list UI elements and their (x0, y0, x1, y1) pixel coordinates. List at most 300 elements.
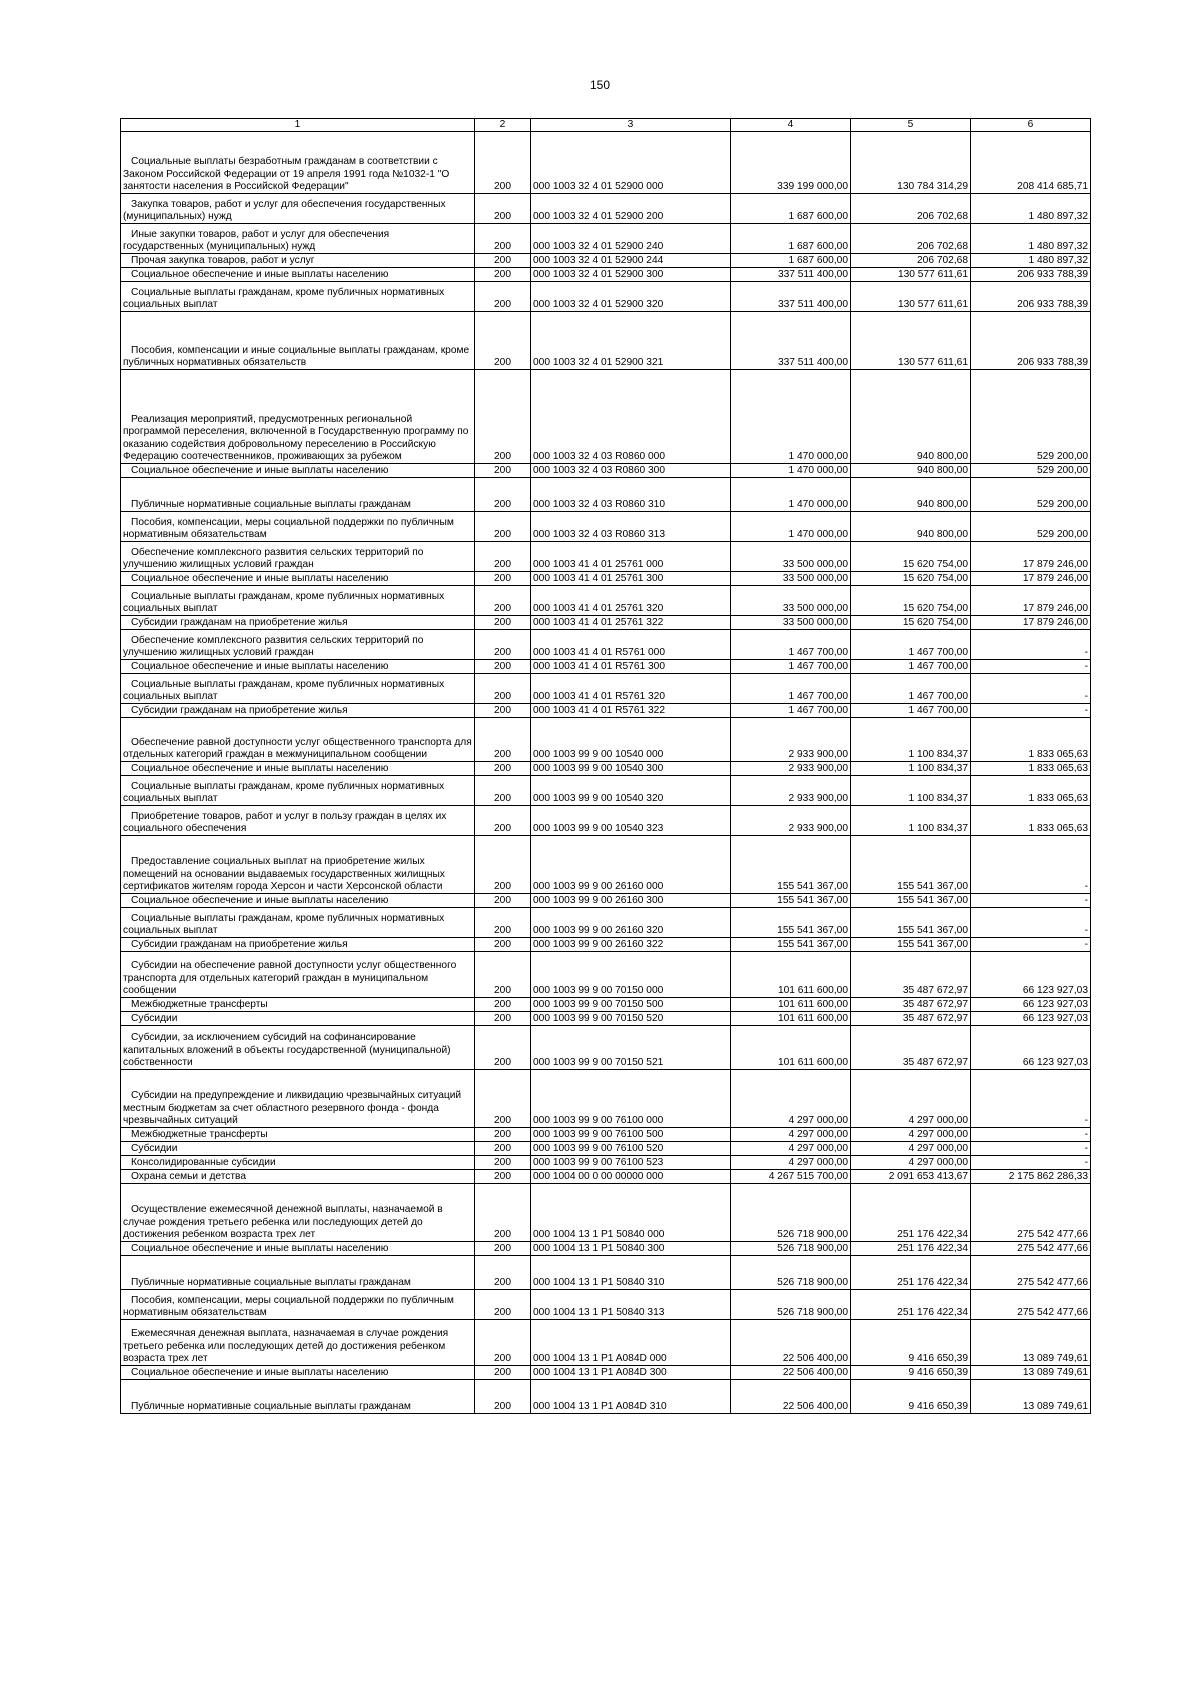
row-approved-amount-cell: 2 933 900,00 (731, 762, 851, 776)
row-admin-code-cell: 200 (475, 1366, 531, 1380)
table-row (121, 1142, 1091, 1156)
header-cell: 3 (531, 119, 731, 132)
row-budget-code-cell: 000 1003 99 9 00 70150 521 (531, 1026, 731, 1070)
row-name-cell: Публичные нормативные социальные выплаты гражданам (121, 1380, 475, 1414)
row-remaining-amount-cell: 13 089 749,61 (971, 1380, 1091, 1414)
table-row (121, 1290, 1091, 1320)
row-admin-code-cell: 200 (475, 776, 531, 806)
row-remaining-amount-cell: - (971, 1142, 1091, 1156)
row-budget-code-cell: 000 1003 41 4 01 25761 322 (531, 616, 731, 630)
table-row (121, 572, 1091, 586)
row-executed-amount-cell: 206 702,68 (851, 224, 971, 254)
row-budget-code-cell: 000 1003 41 4 01 25761 000 (531, 542, 731, 572)
row-budget-code-cell: 000 1004 00 0 00 00000 000 (531, 1170, 731, 1184)
row-approved-amount-cell: 4 297 000,00 (731, 1070, 851, 1128)
row-executed-amount-cell: 35 487 672,97 (851, 1012, 971, 1026)
row-name-cell: Субсидии гражданам на приобретение жилья (121, 938, 475, 952)
row-budget-code-cell: 000 1003 32 4 03 R0860 000 (531, 370, 731, 464)
row-budget-code-cell: 000 1003 99 9 00 76100 000 (531, 1070, 731, 1128)
row-name-cell: Субсидии гражданам на приобретение жилья (121, 704, 475, 718)
row-executed-amount-cell: 1 100 834,37 (851, 806, 971, 836)
row-budget-code-cell: 000 1003 32 4 01 52900 240 (531, 224, 731, 254)
row-name-cell: Социальные выплаты гражданам, кроме публичных нормативных социальных выплат (121, 908, 475, 938)
row-approved-amount-cell: 101 611 600,00 (731, 952, 851, 998)
row-admin-code-cell: 200 (475, 1184, 531, 1242)
table-row (121, 630, 1091, 660)
row-budget-code-cell: 000 1004 13 1 P1 A084D 300 (531, 1366, 731, 1380)
table-row (121, 660, 1091, 674)
row-name-cell: Межбюджетные трансферты (121, 1128, 475, 1142)
row-remaining-amount-cell: - (971, 630, 1091, 660)
row-approved-amount-cell: 526 718 900,00 (731, 1184, 851, 1242)
row-executed-amount-cell: 251 176 422,34 (851, 1242, 971, 1256)
row-remaining-amount-cell: 275 542 477,66 (971, 1256, 1091, 1290)
table-row (121, 1242, 1091, 1256)
row-approved-amount-cell: 155 541 367,00 (731, 894, 851, 908)
row-executed-amount-cell: 130 577 611,61 (851, 282, 971, 312)
row-approved-amount-cell: 526 718 900,00 (731, 1242, 851, 1256)
row-executed-amount-cell: 940 800,00 (851, 370, 971, 464)
row-budget-code-cell: 000 1003 32 4 03 R0860 300 (531, 464, 731, 478)
row-executed-amount-cell: 35 487 672,97 (851, 1026, 971, 1070)
row-remaining-amount-cell: - (971, 704, 1091, 718)
row-executed-amount-cell: 15 620 754,00 (851, 542, 971, 572)
table-row (121, 1156, 1091, 1170)
row-budget-code-cell: 000 1003 32 4 01 52900 244 (531, 254, 731, 268)
row-admin-code-cell: 200 (475, 1170, 531, 1184)
row-remaining-amount-cell: 66 123 927,03 (971, 1012, 1091, 1026)
table-row (121, 952, 1091, 998)
row-name-cell: Субсидии на предупреждение и ликвидацию чрезвычайных ситуаций местным бюджетам за счет областного резервного фонда - фонда чрезвычайных ситуаций (121, 1070, 475, 1128)
row-admin-code-cell: 200 (475, 542, 531, 572)
row-remaining-amount-cell: 1 833 065,63 (971, 718, 1091, 762)
row-admin-code-cell: 200 (475, 894, 531, 908)
row-executed-amount-cell: 206 702,68 (851, 254, 971, 268)
row-remaining-amount-cell: - (971, 938, 1091, 952)
row-approved-amount-cell: 4 297 000,00 (731, 1142, 851, 1156)
row-name-cell: Обеспечение равной доступности услуг общественного транспорта для отдельных категорий граждан в межмуниципальном сообщении (121, 718, 475, 762)
row-executed-amount-cell: 940 800,00 (851, 464, 971, 478)
row-executed-amount-cell: 1 100 834,37 (851, 718, 971, 762)
table-row (121, 132, 1091, 194)
row-approved-amount-cell: 1 470 000,00 (731, 512, 851, 542)
row-budget-code-cell: 000 1004 13 1 P1 A084D 000 (531, 1320, 731, 1366)
row-budget-code-cell: 000 1003 41 4 01 25761 300 (531, 572, 731, 586)
row-approved-amount-cell: 337 511 400,00 (731, 282, 851, 312)
row-budget-code-cell: 000 1003 99 9 00 76100 500 (531, 1128, 731, 1142)
row-remaining-amount-cell: 208 414 685,71 (971, 132, 1091, 194)
row-remaining-amount-cell: 66 123 927,03 (971, 1026, 1091, 1070)
row-remaining-amount-cell: 66 123 927,03 (971, 998, 1091, 1012)
row-approved-amount-cell: 1 470 000,00 (731, 370, 851, 464)
row-budget-code-cell: 000 1003 99 9 00 76100 520 (531, 1142, 731, 1156)
table-row (121, 894, 1091, 908)
row-approved-amount-cell: 22 506 400,00 (731, 1366, 851, 1380)
row-name-cell: Реализация мероприятий, предусмотренных региональной программой переселения, включенной в Государственную программу по оказанию содействия добровольному переселению в Российскую Федерацию соотечественников, проживающих за рубежом (121, 370, 475, 464)
row-admin-code-cell: 200 (475, 1070, 531, 1128)
row-approved-amount-cell: 1 467 700,00 (731, 630, 851, 660)
row-remaining-amount-cell: 529 200,00 (971, 370, 1091, 464)
row-executed-amount-cell: 2 091 653 413,67 (851, 1170, 971, 1184)
row-name-cell: Осуществление ежемесячной денежной выплаты, назначаемой в случае рождения третьего ребенка или последующих детей до достижения ребенком возраста трех лет (121, 1184, 475, 1242)
row-admin-code-cell: 200 (475, 762, 531, 776)
row-executed-amount-cell: 130 577 611,61 (851, 268, 971, 282)
row-approved-amount-cell: 337 511 400,00 (731, 312, 851, 370)
row-admin-code-cell: 200 (475, 630, 531, 660)
row-remaining-amount-cell: - (971, 836, 1091, 894)
row-approved-amount-cell: 1 467 700,00 (731, 674, 851, 704)
row-admin-code-cell: 200 (475, 1128, 531, 1142)
table-row (121, 776, 1091, 806)
row-executed-amount-cell: 130 577 611,61 (851, 312, 971, 370)
row-admin-code-cell: 200 (475, 1256, 531, 1290)
row-admin-code-cell: 200 (475, 254, 531, 268)
table-row (121, 908, 1091, 938)
row-remaining-amount-cell: - (971, 894, 1091, 908)
header-cell: 5 (851, 119, 971, 132)
row-executed-amount-cell: 4 297 000,00 (851, 1142, 971, 1156)
row-executed-amount-cell: 155 541 367,00 (851, 908, 971, 938)
row-executed-amount-cell: 4 297 000,00 (851, 1128, 971, 1142)
row-name-cell: Обеспечение комплексного развития сельских территорий по улучшению жилищных условий граждан (121, 542, 475, 572)
row-remaining-amount-cell: 1 480 897,32 (971, 254, 1091, 268)
row-approved-amount-cell: 526 718 900,00 (731, 1256, 851, 1290)
row-admin-code-cell: 200 (475, 268, 531, 282)
row-executed-amount-cell: 206 702,68 (851, 194, 971, 224)
table-row (121, 998, 1091, 1012)
row-name-cell: Субсидии на обеспечение равной доступности услуг общественного транспорта для отдельных категорий граждан в муниципальном сообщении (121, 952, 475, 998)
table-row (121, 806, 1091, 836)
row-remaining-amount-cell: 206 933 788,39 (971, 312, 1091, 370)
row-budget-code-cell: 000 1003 99 9 00 26160 300 (531, 894, 731, 908)
row-name-cell: Публичные нормативные социальные выплаты гражданам (121, 478, 475, 512)
row-budget-code-cell: 000 1004 13 1 P1 50840 000 (531, 1184, 731, 1242)
row-name-cell: Предоставление социальных выплат на приобретение жилых помещений на основании выдаваемых государственных жилищных сертификатов жителям города Херсон и части Херсонской области (121, 836, 475, 894)
row-executed-amount-cell: 1 467 700,00 (851, 704, 971, 718)
row-remaining-amount-cell: 17 879 246,00 (971, 542, 1091, 572)
row-admin-code-cell: 200 (475, 616, 531, 630)
header-row (121, 119, 1091, 132)
row-remaining-amount-cell: 17 879 246,00 (971, 572, 1091, 586)
row-admin-code-cell: 200 (475, 312, 531, 370)
table-row (121, 254, 1091, 268)
row-admin-code-cell: 200 (475, 1142, 531, 1156)
row-admin-code-cell: 200 (475, 224, 531, 254)
row-budget-code-cell: 000 1003 99 9 00 70150 520 (531, 1012, 731, 1026)
table-row (121, 268, 1091, 282)
row-approved-amount-cell: 22 506 400,00 (731, 1380, 851, 1414)
row-executed-amount-cell: 9 416 650,39 (851, 1320, 971, 1366)
row-remaining-amount-cell: 2 175 862 286,33 (971, 1170, 1091, 1184)
row-remaining-amount-cell: 275 542 477,66 (971, 1290, 1091, 1320)
row-name-cell: Социальные выплаты гражданам, кроме публичных нормативных социальных выплат (121, 282, 475, 312)
row-name-cell: Социальное обеспечение и иные выплаты населению (121, 464, 475, 478)
row-name-cell: Консолидированные субсидии (121, 1156, 475, 1170)
row-name-cell: Иные закупки товаров, работ и услуг для обеспечения государственных (муниципальных) нужд (121, 224, 475, 254)
header-cell: 6 (971, 119, 1091, 132)
row-budget-code-cell: 000 1004 13 1 P1 A084D 310 (531, 1380, 731, 1414)
table-row (121, 1184, 1091, 1242)
row-remaining-amount-cell: 206 933 788,39 (971, 282, 1091, 312)
table-row (121, 1128, 1091, 1142)
row-remaining-amount-cell: - (971, 908, 1091, 938)
row-remaining-amount-cell: 1 480 897,32 (971, 224, 1091, 254)
row-name-cell: Социальное обеспечение и иные выплаты населению (121, 660, 475, 674)
header-cell: 4 (731, 119, 851, 132)
row-approved-amount-cell: 526 718 900,00 (731, 1290, 851, 1320)
row-executed-amount-cell: 15 620 754,00 (851, 586, 971, 616)
row-remaining-amount-cell: 1 833 065,63 (971, 762, 1091, 776)
row-budget-code-cell: 000 1003 99 9 00 10540 300 (531, 762, 731, 776)
row-admin-code-cell: 200 (475, 1242, 531, 1256)
row-remaining-amount-cell: - (971, 674, 1091, 704)
row-admin-code-cell: 200 (475, 1380, 531, 1414)
row-budget-code-cell: 000 1003 32 4 01 52900 000 (531, 132, 731, 194)
row-budget-code-cell: 000 1003 41 4 01 R5761 322 (531, 704, 731, 718)
row-name-cell: Социальное обеспечение и иные выплаты населению (121, 894, 475, 908)
table-row (121, 478, 1091, 512)
table-row (121, 616, 1091, 630)
row-budget-code-cell: 000 1003 99 9 00 10540 320 (531, 776, 731, 806)
row-name-cell: Субсидии, за исключением субсидий на софинансирование капитальных вложений в объекты государственной (муниципальной) собственности (121, 1026, 475, 1070)
row-budget-code-cell: 000 1003 99 9 00 10540 000 (531, 718, 731, 762)
row-executed-amount-cell: 1 100 834,37 (851, 776, 971, 806)
row-name-cell: Социальные выплаты гражданам, кроме публичных нормативных социальных выплат (121, 586, 475, 616)
row-executed-amount-cell: 155 541 367,00 (851, 894, 971, 908)
table-row (121, 194, 1091, 224)
row-executed-amount-cell: 35 487 672,97 (851, 952, 971, 998)
row-executed-amount-cell: 940 800,00 (851, 512, 971, 542)
row-approved-amount-cell: 1 467 700,00 (731, 660, 851, 674)
row-name-cell: Социальное обеспечение и иные выплаты населению (121, 572, 475, 586)
row-approved-amount-cell: 101 611 600,00 (731, 1026, 851, 1070)
row-approved-amount-cell: 4 297 000,00 (731, 1128, 851, 1142)
row-approved-amount-cell: 33 500 000,00 (731, 616, 851, 630)
row-admin-code-cell: 200 (475, 908, 531, 938)
row-name-cell: Пособия, компенсации, меры социальной поддержки по публичным нормативным обязательствам (121, 1290, 475, 1320)
row-admin-code-cell: 200 (475, 586, 531, 616)
row-name-cell: Приобретение товаров, работ и услуг в пользу граждан в целях их социального обеспечения (121, 806, 475, 836)
row-budget-code-cell: 000 1004 13 1 P1 50840 313 (531, 1290, 731, 1320)
row-admin-code-cell: 200 (475, 1026, 531, 1070)
table-row (121, 512, 1091, 542)
row-budget-code-cell: 000 1003 32 4 03 R0860 313 (531, 512, 731, 542)
row-remaining-amount-cell: 529 200,00 (971, 464, 1091, 478)
table-row (121, 1366, 1091, 1380)
row-executed-amount-cell: 1 467 700,00 (851, 674, 971, 704)
row-budget-code-cell: 000 1003 41 4 01 R5761 000 (531, 630, 731, 660)
row-name-cell: Закупка товаров, работ и услуг для обеспечения государственных (муниципальных) нужд (121, 194, 475, 224)
table-row (121, 938, 1091, 952)
row-name-cell: Социальные выплаты безработным гражданам в соответствии с Законом Российской Федерации от 19 апреля 1991 года №1032-1 "О занятости населения в Российской Федерации" (121, 132, 475, 194)
row-remaining-amount-cell: 1 833 065,63 (971, 806, 1091, 836)
row-remaining-amount-cell: 206 933 788,39 (971, 268, 1091, 282)
row-name-cell: Публичные нормативные социальные выплаты гражданам (121, 1256, 475, 1290)
row-executed-amount-cell: 1 467 700,00 (851, 630, 971, 660)
row-admin-code-cell: 200 (475, 1012, 531, 1026)
row-name-cell: Прочая закупка товаров, работ и услуг (121, 254, 475, 268)
table-row (121, 224, 1091, 254)
row-admin-code-cell: 200 (475, 718, 531, 762)
row-executed-amount-cell: 251 176 422,34 (851, 1256, 971, 1290)
row-executed-amount-cell: 9 416 650,39 (851, 1380, 971, 1414)
row-executed-amount-cell: 130 784 314,29 (851, 132, 971, 194)
row-name-cell: Социальные выплаты гражданам, кроме публичных нормативных социальных выплат (121, 776, 475, 806)
table-row (121, 762, 1091, 776)
row-remaining-amount-cell: - (971, 1070, 1091, 1128)
row-budget-code-cell: 000 1004 13 1 P1 50840 300 (531, 1242, 731, 1256)
row-budget-code-cell: 000 1003 41 4 01 25761 320 (531, 586, 731, 616)
row-executed-amount-cell: 4 297 000,00 (851, 1070, 971, 1128)
row-remaining-amount-cell: 13 089 749,61 (971, 1366, 1091, 1380)
table-row (121, 718, 1091, 762)
row-executed-amount-cell: 940 800,00 (851, 478, 971, 512)
header-cell: 2 (475, 119, 531, 132)
table-row (121, 1380, 1091, 1414)
row-budget-code-cell: 000 1003 99 9 00 10540 323 (531, 806, 731, 836)
row-executed-amount-cell: 35 487 672,97 (851, 998, 971, 1012)
row-approved-amount-cell: 1 687 600,00 (731, 224, 851, 254)
row-approved-amount-cell: 1 467 700,00 (731, 704, 851, 718)
row-approved-amount-cell: 2 933 900,00 (731, 776, 851, 806)
table-row (121, 370, 1091, 464)
row-budget-code-cell: 000 1003 32 4 01 52900 200 (531, 194, 731, 224)
row-admin-code-cell: 200 (475, 836, 531, 894)
row-budget-code-cell: 000 1003 99 9 00 70150 500 (531, 998, 731, 1012)
row-admin-code-cell: 200 (475, 1320, 531, 1366)
table-row (121, 312, 1091, 370)
row-admin-code-cell: 200 (475, 132, 531, 194)
row-executed-amount-cell: 4 297 000,00 (851, 1156, 971, 1170)
row-approved-amount-cell: 337 511 400,00 (731, 268, 851, 282)
row-admin-code-cell: 200 (475, 194, 531, 224)
row-remaining-amount-cell: 17 879 246,00 (971, 616, 1091, 630)
row-remaining-amount-cell: 13 089 749,61 (971, 1320, 1091, 1366)
page-number: 150 (589, 78, 611, 92)
header-cell: 1 (121, 119, 475, 132)
table-row (121, 1070, 1091, 1128)
table-row (121, 586, 1091, 616)
row-executed-amount-cell: 15 620 754,00 (851, 616, 971, 630)
row-admin-code-cell: 200 (475, 704, 531, 718)
row-budget-code-cell: 000 1003 32 4 01 52900 300 (531, 268, 731, 282)
row-admin-code-cell: 200 (475, 512, 531, 542)
row-remaining-amount-cell: - (971, 1128, 1091, 1142)
row-admin-code-cell: 200 (475, 478, 531, 512)
row-approved-amount-cell: 155 541 367,00 (731, 938, 851, 952)
row-name-cell: Субсидии (121, 1142, 475, 1156)
row-name-cell: Субсидии гражданам на приобретение жилья (121, 616, 475, 630)
row-approved-amount-cell: 2 933 900,00 (731, 718, 851, 762)
row-name-cell: Социальное обеспечение и иные выплаты населению (121, 762, 475, 776)
row-admin-code-cell: 200 (475, 938, 531, 952)
row-executed-amount-cell: 251 176 422,34 (851, 1290, 971, 1320)
row-admin-code-cell: 200 (475, 998, 531, 1012)
row-approved-amount-cell: 4 267 515 700,00 (731, 1170, 851, 1184)
row-approved-amount-cell: 101 611 600,00 (731, 1012, 851, 1026)
row-remaining-amount-cell: - (971, 1156, 1091, 1170)
row-remaining-amount-cell: 66 123 927,03 (971, 952, 1091, 998)
row-approved-amount-cell: 1 687 600,00 (731, 254, 851, 268)
row-approved-amount-cell: 155 541 367,00 (731, 908, 851, 938)
row-name-cell: Обеспечение комплексного развития сельских территорий по улучшению жилищных условий граждан (121, 630, 475, 660)
table-row (121, 464, 1091, 478)
row-approved-amount-cell: 22 506 400,00 (731, 1320, 851, 1366)
row-name-cell: Социальное обеспечение и иные выплаты населению (121, 268, 475, 282)
row-name-cell: Социальное обеспечение и иные выплаты населению (121, 1242, 475, 1256)
row-admin-code-cell: 200 (475, 952, 531, 998)
row-executed-amount-cell: 15 620 754,00 (851, 572, 971, 586)
row-executed-amount-cell: 155 541 367,00 (851, 836, 971, 894)
row-budget-code-cell: 000 1004 13 1 P1 50840 310 (531, 1256, 731, 1290)
row-executed-amount-cell: 251 176 422,34 (851, 1184, 971, 1242)
table-row (121, 1026, 1091, 1070)
row-admin-code-cell: 200 (475, 1290, 531, 1320)
row-name-cell: Охрана семьи и детства (121, 1170, 475, 1184)
row-budget-code-cell: 000 1003 32 4 01 52900 321 (531, 312, 731, 370)
row-remaining-amount-cell: 1 833 065,63 (971, 776, 1091, 806)
row-approved-amount-cell: 33 500 000,00 (731, 542, 851, 572)
table-row (121, 674, 1091, 704)
row-budget-code-cell: 000 1003 99 9 00 26160 322 (531, 938, 731, 952)
row-executed-amount-cell: 9 416 650,39 (851, 1366, 971, 1380)
row-approved-amount-cell: 339 199 000,00 (731, 132, 851, 194)
table-row (121, 282, 1091, 312)
row-admin-code-cell: 200 (475, 806, 531, 836)
row-admin-code-cell: 200 (475, 674, 531, 704)
table-row (121, 1320, 1091, 1366)
row-remaining-amount-cell: 275 542 477,66 (971, 1242, 1091, 1256)
row-remaining-amount-cell: 17 879 246,00 (971, 586, 1091, 616)
row-budget-code-cell: 000 1003 32 4 01 52900 320 (531, 282, 731, 312)
row-approved-amount-cell: 1 470 000,00 (731, 478, 851, 512)
row-remaining-amount-cell: 529 200,00 (971, 478, 1091, 512)
row-name-cell: Субсидии (121, 1012, 475, 1026)
table-row (121, 836, 1091, 894)
table-row (121, 1170, 1091, 1184)
row-budget-code-cell: 000 1003 41 4 01 R5761 300 (531, 660, 731, 674)
row-approved-amount-cell: 101 611 600,00 (731, 998, 851, 1012)
row-admin-code-cell: 200 (475, 660, 531, 674)
table-row (121, 704, 1091, 718)
row-remaining-amount-cell: 275 542 477,66 (971, 1184, 1091, 1242)
row-admin-code-cell: 200 (475, 1156, 531, 1170)
row-budget-code-cell: 000 1003 99 9 00 76100 523 (531, 1156, 731, 1170)
row-executed-amount-cell: 1 467 700,00 (851, 660, 971, 674)
budget-table (120, 118, 1091, 1414)
row-executed-amount-cell: 155 541 367,00 (851, 938, 971, 952)
row-executed-amount-cell: 1 100 834,37 (851, 762, 971, 776)
row-approved-amount-cell: 33 500 000,00 (731, 586, 851, 616)
row-name-cell: Пособия, компенсации и иные социальные выплаты гражданам, кроме публичных нормативных обязательств (121, 312, 475, 370)
row-budget-code-cell: 000 1003 99 9 00 26160 320 (531, 908, 731, 938)
row-name-cell: Пособия, компенсации, меры социальной поддержки по публичным нормативным обязательствам (121, 512, 475, 542)
row-approved-amount-cell: 33 500 000,00 (731, 572, 851, 586)
table-row (121, 1012, 1091, 1026)
row-approved-amount-cell: 1 470 000,00 (731, 464, 851, 478)
row-name-cell: Социальное обеспечение и иные выплаты населению (121, 1366, 475, 1380)
table-row (121, 542, 1091, 572)
row-admin-code-cell: 200 (475, 282, 531, 312)
row-name-cell: Межбюджетные трансферты (121, 998, 475, 1012)
row-budget-code-cell: 000 1003 41 4 01 R5761 320 (531, 674, 731, 704)
row-name-cell: Ежемесячная денежная выплата, назначаемая в случае рождения третьего ребенка или последующих детей до достижения ребенком возраста трех лет (121, 1320, 475, 1366)
row-admin-code-cell: 200 (475, 464, 531, 478)
row-budget-code-cell: 000 1003 32 4 03 R0860 310 (531, 478, 731, 512)
row-approved-amount-cell: 1 687 600,00 (731, 194, 851, 224)
table-row (121, 1256, 1091, 1290)
row-budget-code-cell: 000 1003 99 9 00 26160 000 (531, 836, 731, 894)
